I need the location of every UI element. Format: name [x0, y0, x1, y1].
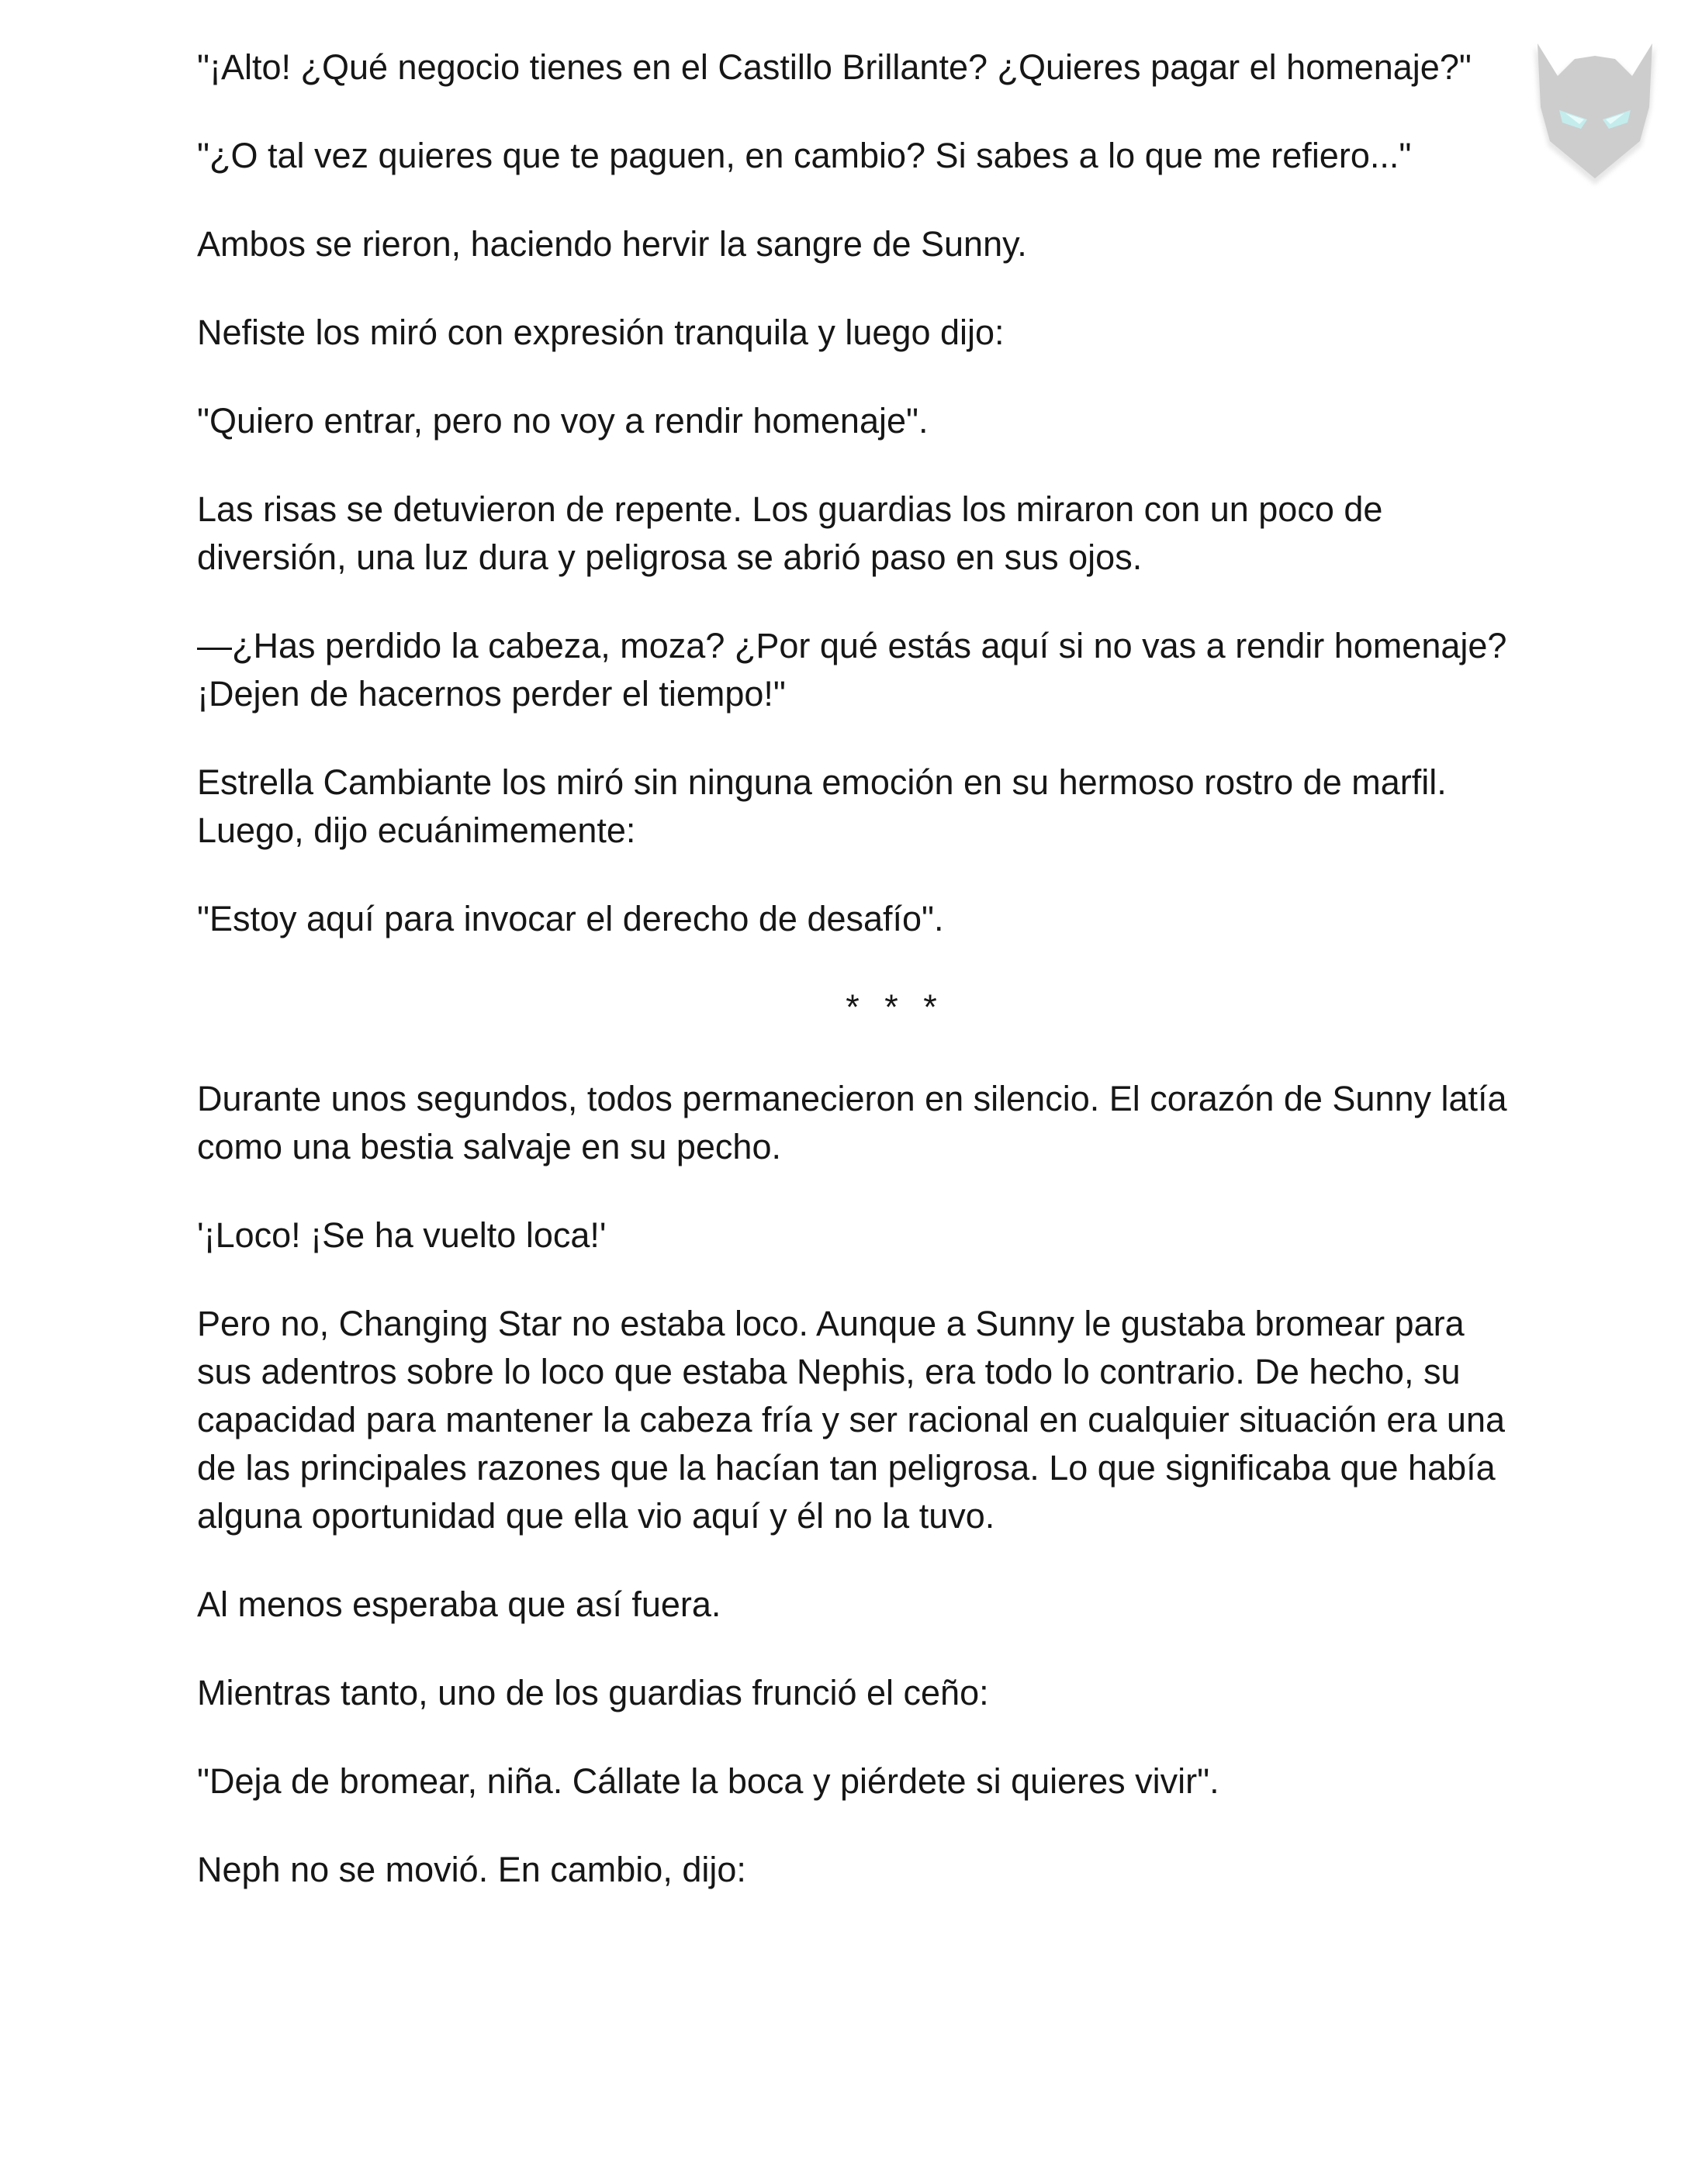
paragraph: Pero no, Changing Star no estaba loco. Aunque a Sunny le gustaba bromear para sus adentros sobre lo loco que estaba Nephis, era todo lo contrario. De hecho, su capacidad para mantener la cabeza fría y ser racional en cualquier situación era una de las principales razones que la hacían tan peligrosa. Lo que significaba que había alguna oportunidad que ella vio aquí y él no la tuvo. [197, 1304, 1506, 1536]
paragraph: Neph no se movió. En cambio, dijo: [197, 1850, 746, 1889]
paragraph: Estrella Cambiante los miró sin ninguna emoción en su hermoso rostro de marfil. Luego, dijo ecuánimemente: [197, 762, 1447, 850]
demon-mask-icon [1519, 16, 1671, 190]
paragraph: Al menos esperaba que así fuera. [197, 1584, 721, 1624]
paragraph: "Deja de bromear, niña. Cállate la boca y piérdete si quieres vivir". [197, 1761, 1219, 1801]
paragraph: Nefiste los miró con expresión tranquila y luego dijo: [197, 313, 1005, 352]
paragraph: Ambos se rieron, haciendo hervir la sangre de Sunny. [197, 224, 1027, 264]
paragraph: "Quiero entrar, pero no voy a rendir homenaje". [197, 401, 929, 441]
paragraph: —¿Has perdido la cabeza, moza? ¿Por qué estás aquí si no vas a rendir homenaje? ¡Dejen de hacernos perder el tiempo!" [197, 626, 1507, 714]
paragraph: Mientras tanto, uno de los guardias frunció el ceño: [197, 1673, 989, 1712]
paragraph: "¿O tal vez quieres que te paguen, en cambio? Si sabes a lo que me refiero..." [197, 136, 1412, 175]
paragraph: '¡Loco! ¡Se ha vuelto loca!' [197, 1215, 607, 1255]
chapter-text [197, 43, 1508, 1934]
paragraph: Durante unos segundos, todos permanecieron en silencio. El corazón de Sunny latía como una bestia salvaje en su pecho. [197, 1079, 1507, 1166]
paragraph: "¡Alto! ¿Qué negocio tienes en el Castillo Brillante? ¿Quieres pagar el homenaje?" [197, 47, 1472, 87]
paragraph: "Estoy aquí para invocar el derecho de desafío". [197, 899, 944, 938]
paragraph: Las risas se detuvieron de repente. Los guardias los miraron con un poco de diversión, una luz dura y peligrosa se abrió paso en sus ojos. [197, 489, 1383, 577]
scene-separator: * * * [846, 987, 945, 1027]
